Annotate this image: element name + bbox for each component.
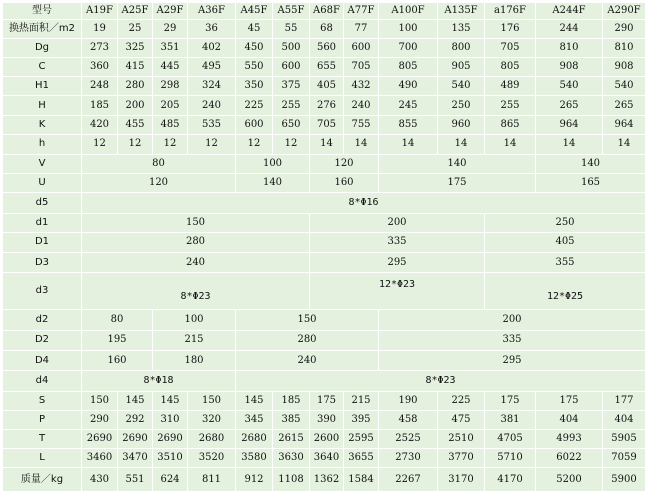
table-cell: 185 (82, 96, 117, 114)
table-row (3, 135, 645, 154)
table-cell: 381 (485, 411, 535, 429)
table-cell: 351 (153, 39, 187, 57)
column-header-model: A68F (310, 3, 343, 19)
table-cell: 3470 (118, 449, 152, 467)
table-row (3, 39, 645, 57)
table-cell: 320 (188, 411, 235, 429)
table-cell: 45 (236, 20, 272, 38)
table-cell: 800 (438, 39, 484, 57)
table-cell: 908 (536, 58, 602, 76)
table-cell: 6022 (536, 449, 602, 467)
table-cell: 500 (273, 39, 309, 57)
table-cell: 25 (118, 20, 152, 38)
column-header-model: A36F (188, 3, 235, 19)
table-cell: 225 (236, 96, 272, 114)
table-cell: 3510 (153, 449, 187, 467)
row-label-h-small: h (3, 135, 81, 154)
row-label-dg: Dg (3, 39, 81, 57)
table-cell: 600 (344, 39, 378, 57)
table-cell: 5200 (536, 468, 602, 491)
table-cell: 160 (82, 351, 152, 370)
table-cell: 14 (438, 135, 484, 154)
row-label-area: 换热面积／m2 (3, 20, 81, 38)
row-label-mass: 质量／kg (3, 468, 81, 491)
table-row (3, 430, 645, 448)
table-cell: 600 (236, 116, 272, 134)
column-header-model: A45F (236, 3, 272, 19)
table-cell: 335 (379, 331, 645, 350)
table-cell: 150 (236, 310, 378, 329)
table-row (3, 116, 645, 134)
table-cell: 68 (310, 20, 343, 38)
table-cell: 4993 (536, 430, 602, 448)
table-cell: 14 (603, 135, 645, 154)
column-header-model: a176F (485, 3, 535, 19)
table-row (3, 20, 645, 38)
table-cell: 245 (379, 96, 437, 114)
table-cell: 250 (485, 214, 645, 232)
table-cell: 964 (536, 116, 602, 134)
table-cell: 964 (603, 116, 645, 134)
table-cell: 5905 (603, 430, 645, 448)
table-cell: 240 (82, 253, 309, 272)
row-label-u: U (3, 174, 81, 192)
table-cell: 432 (344, 77, 378, 95)
table-cell: 298 (153, 77, 187, 95)
row-label-d3: d3 (3, 273, 81, 309)
table-cell: 2525 (379, 430, 437, 448)
table-cell: 420 (82, 116, 117, 134)
table-cell: 3460 (82, 449, 117, 467)
table-cell: 3170 (438, 468, 484, 491)
table-cell: 2267 (379, 468, 437, 491)
table-row (3, 468, 645, 491)
table-cell: 8*Φ23 (82, 273, 309, 309)
table-cell: 205 (153, 96, 187, 114)
row-label-D2: D2 (3, 331, 81, 350)
table-cell: 180 (153, 351, 235, 370)
table-cell: 200 (379, 310, 645, 329)
row-label-d5: d5 (3, 193, 81, 212)
row-label-d1: d1 (3, 214, 81, 232)
table-cell: 80 (82, 310, 152, 329)
table-row (3, 253, 645, 272)
table-cell: 29 (153, 20, 187, 38)
table-row (3, 371, 645, 390)
table-cell: 140 (536, 155, 645, 173)
table-cell: 248 (82, 77, 117, 95)
table-cell: 5900 (603, 468, 645, 491)
table-cell: 175 (379, 174, 535, 192)
table-cell: 475 (438, 411, 484, 429)
table-cell: 175 (310, 392, 343, 410)
table-cell: 150 (188, 392, 235, 410)
row-label-t: T (3, 430, 81, 448)
table-cell: 3770 (438, 449, 484, 467)
table-cell: 150 (82, 392, 117, 410)
table-cell: 295 (310, 253, 484, 272)
table-cell: 489 (485, 77, 535, 95)
table-cell: 150 (82, 214, 309, 232)
table-row (3, 58, 645, 76)
table-cell: 77 (344, 20, 378, 38)
row-label-h1: H1 (3, 77, 81, 95)
table-cell: 810 (536, 39, 602, 57)
table-cell: 80 (82, 155, 235, 173)
table-cell: 295 (379, 351, 645, 370)
table-cell: 624 (153, 468, 187, 491)
table-cell: 805 (379, 58, 437, 76)
table-cell: 200 (118, 96, 152, 114)
table-cell: 2680 (236, 430, 272, 448)
table-cell: 240 (344, 96, 378, 114)
table-cell: 395 (344, 411, 378, 429)
column-header-model: A77F (344, 3, 378, 19)
table-cell: 324 (188, 77, 235, 95)
table-cell: 325 (118, 39, 152, 57)
table-cell: 12*Φ25 (485, 273, 645, 309)
header-label-cell: 型号 (3, 3, 81, 19)
table-cell: 12 (118, 135, 152, 154)
table-cell: 415 (118, 58, 152, 76)
table-cell: 2690 (82, 430, 117, 448)
table-cell: 8*Φ16 (82, 193, 645, 212)
table-cell: 550 (236, 58, 272, 76)
table-cell: 600 (273, 58, 309, 76)
table-cell: 2680 (188, 430, 235, 448)
table-cell: 175 (485, 392, 535, 410)
row-label-D3: D3 (3, 253, 81, 272)
row-label-k: K (3, 116, 81, 134)
table-cell: 2615 (273, 430, 309, 448)
table-cell: 175 (536, 392, 602, 410)
row-label-l: L (3, 449, 81, 467)
table-cell: 290 (603, 20, 645, 38)
table-cell: 385 (273, 411, 309, 429)
table-cell: 273 (82, 39, 117, 57)
table-cell: 404 (536, 411, 602, 429)
table-cell: 176 (485, 20, 535, 38)
table-cell: 177 (603, 392, 645, 410)
table-row (3, 411, 645, 429)
table-cell: 244 (536, 20, 602, 38)
table-cell: 185 (273, 392, 309, 410)
column-header-model: A244F (536, 3, 602, 19)
table-cell: 705 (310, 116, 343, 134)
table-cell: 405 (485, 233, 645, 252)
table-cell: 2595 (344, 430, 378, 448)
table-cell: 655 (310, 58, 343, 76)
row-label-d4: d4 (3, 371, 81, 390)
table-cell: 120 (310, 155, 378, 173)
table-cell: 345 (236, 411, 272, 429)
column-header-model: A135F (438, 3, 484, 19)
table-row (3, 449, 645, 467)
table-cell: 912 (236, 468, 272, 491)
table-cell: 12 (188, 135, 235, 154)
table-cell: 1362 (310, 468, 343, 491)
table-cell: 5710 (485, 449, 535, 467)
table-cell: 360 (82, 58, 117, 76)
table-row (3, 392, 645, 410)
table-cell: 14 (344, 135, 378, 154)
table-cell: 705 (485, 39, 535, 57)
table-cell: 405 (310, 77, 343, 95)
table-cell: 240 (236, 351, 378, 370)
table-body (3, 3, 645, 491)
table-cell: 960 (438, 116, 484, 134)
table-cell: 215 (153, 331, 235, 350)
table-row (3, 310, 645, 329)
table-cell: 12 (273, 135, 309, 154)
table-cell: 490 (379, 77, 437, 95)
table-cell: 200 (310, 214, 484, 232)
table-cell: 4705 (485, 430, 535, 448)
table-cell: 485 (153, 116, 187, 134)
table-cell: 7059 (603, 449, 645, 467)
table-row (3, 214, 645, 232)
table-cell: 705 (344, 58, 378, 76)
table-cell: 12 (153, 135, 187, 154)
table-cell: 140 (236, 174, 309, 192)
table-cell: 292 (118, 411, 152, 429)
table-cell: 280 (118, 77, 152, 95)
row-label-h: H (3, 96, 81, 114)
table-cell: 650 (273, 116, 309, 134)
table-row (3, 331, 645, 350)
table-cell: 14 (485, 135, 535, 154)
column-header-model: A55F (273, 3, 309, 19)
table-cell: 8*Φ18 (82, 371, 235, 390)
table-cell: 14 (310, 135, 343, 154)
table-cell: 865 (485, 116, 535, 134)
table-cell: 908 (603, 58, 645, 76)
table-cell: 1584 (344, 468, 378, 491)
table-row (3, 174, 645, 192)
table-cell: 811 (188, 468, 235, 491)
table-cell: 458 (379, 411, 437, 429)
column-header-model: A290F (603, 3, 645, 19)
table-row (3, 96, 645, 114)
table-row (3, 233, 645, 252)
table-cell: 1108 (273, 468, 309, 491)
table-cell: 905 (438, 58, 484, 76)
table-cell: 2600 (310, 430, 343, 448)
row-label-v: V (3, 155, 81, 173)
table-cell: 810 (603, 39, 645, 57)
table-cell: 700 (379, 39, 437, 57)
table-cell: 535 (188, 116, 235, 134)
table-cell: 335 (310, 233, 484, 252)
table-cell: 445 (153, 58, 187, 76)
table-cell: 404 (603, 411, 645, 429)
table-cell: 2690 (118, 430, 152, 448)
table-cell: 280 (82, 233, 309, 252)
table-cell: 140 (379, 155, 535, 173)
table-cell: 540 (438, 77, 484, 95)
row-label-s: S (3, 392, 81, 410)
row-label-d2: d2 (3, 310, 81, 329)
table-cell: 3580 (236, 449, 272, 467)
table-cell: 855 (379, 116, 437, 134)
table-cell: 755 (344, 116, 378, 134)
table-cell: 265 (603, 96, 645, 114)
table-cell: 310 (153, 411, 187, 429)
table-cell: 455 (118, 116, 152, 134)
table-row (3, 351, 645, 370)
specification-table (2, 2, 646, 492)
table-cell: 390 (310, 411, 343, 429)
table-cell: 240 (188, 96, 235, 114)
table-cell: 551 (118, 468, 152, 491)
column-header-model: A29F (153, 3, 187, 19)
table-cell: 36 (188, 20, 235, 38)
table-cell: 495 (188, 58, 235, 76)
table-cell: 540 (603, 77, 645, 95)
table-cell: 145 (118, 392, 152, 410)
table-cell: 2690 (153, 430, 187, 448)
table-cell: 120 (82, 174, 235, 192)
table-cell: 8*Φ23 (236, 371, 645, 390)
table-cell: 145 (236, 392, 272, 410)
table-cell: 540 (536, 77, 602, 95)
table-cell: 350 (236, 77, 272, 95)
table-cell: 215 (344, 392, 378, 410)
table-cell: 195 (82, 331, 152, 350)
table-cell: 560 (310, 39, 343, 57)
table-cell: 55 (273, 20, 309, 38)
table-cell: 190 (379, 392, 437, 410)
table-cell: 255 (273, 96, 309, 114)
table-row (3, 273, 645, 309)
table-cell: 2510 (438, 430, 484, 448)
row-label-D1: D1 (3, 233, 81, 252)
column-header-model: A100F (379, 3, 437, 19)
table-cell: 135 (438, 20, 484, 38)
row-label-c: C (3, 58, 81, 76)
table-row (3, 193, 645, 212)
table-row (3, 77, 645, 95)
table-cell: 290 (82, 411, 117, 429)
table-cell: 3655 (344, 449, 378, 467)
column-header-model: A25F (118, 3, 152, 19)
table-cell: 4170 (485, 468, 535, 491)
header-row (3, 3, 645, 19)
table-cell: 450 (236, 39, 272, 57)
table-cell: 265 (536, 96, 602, 114)
table-cell: 3630 (273, 449, 309, 467)
table-cell: 402 (188, 39, 235, 57)
table-cell: 430 (82, 468, 117, 491)
table-cell: 12 (236, 135, 272, 154)
table-cell: 355 (485, 253, 645, 272)
row-label-D4: D4 (3, 351, 81, 370)
table-cell: 165 (536, 174, 645, 192)
table-cell: 160 (310, 174, 378, 192)
table-row (3, 155, 645, 173)
table-cell: 276 (310, 96, 343, 114)
table-cell: 100 (153, 310, 235, 329)
table-cell: 2730 (379, 449, 437, 467)
table-cell: 280 (236, 331, 378, 350)
table-cell: 805 (485, 58, 535, 76)
table-cell: 12*Φ23 (310, 273, 484, 309)
table-cell: 3640 (310, 449, 343, 467)
table-cell: 145 (153, 392, 187, 410)
row-label-p: P (3, 411, 81, 429)
table-cell: 255 (485, 96, 535, 114)
table-cell: 100 (379, 20, 437, 38)
table-cell: 375 (273, 77, 309, 95)
table-cell: 19 (82, 20, 117, 38)
table-cell: 3520 (188, 449, 235, 467)
column-header-model: A19F (82, 3, 117, 19)
table-cell: 14 (379, 135, 437, 154)
table-cell: 14 (536, 135, 602, 154)
table-cell: 250 (438, 96, 484, 114)
table-cell: 225 (438, 392, 484, 410)
table-cell: 100 (236, 155, 309, 173)
table-cell: 12 (82, 135, 117, 154)
